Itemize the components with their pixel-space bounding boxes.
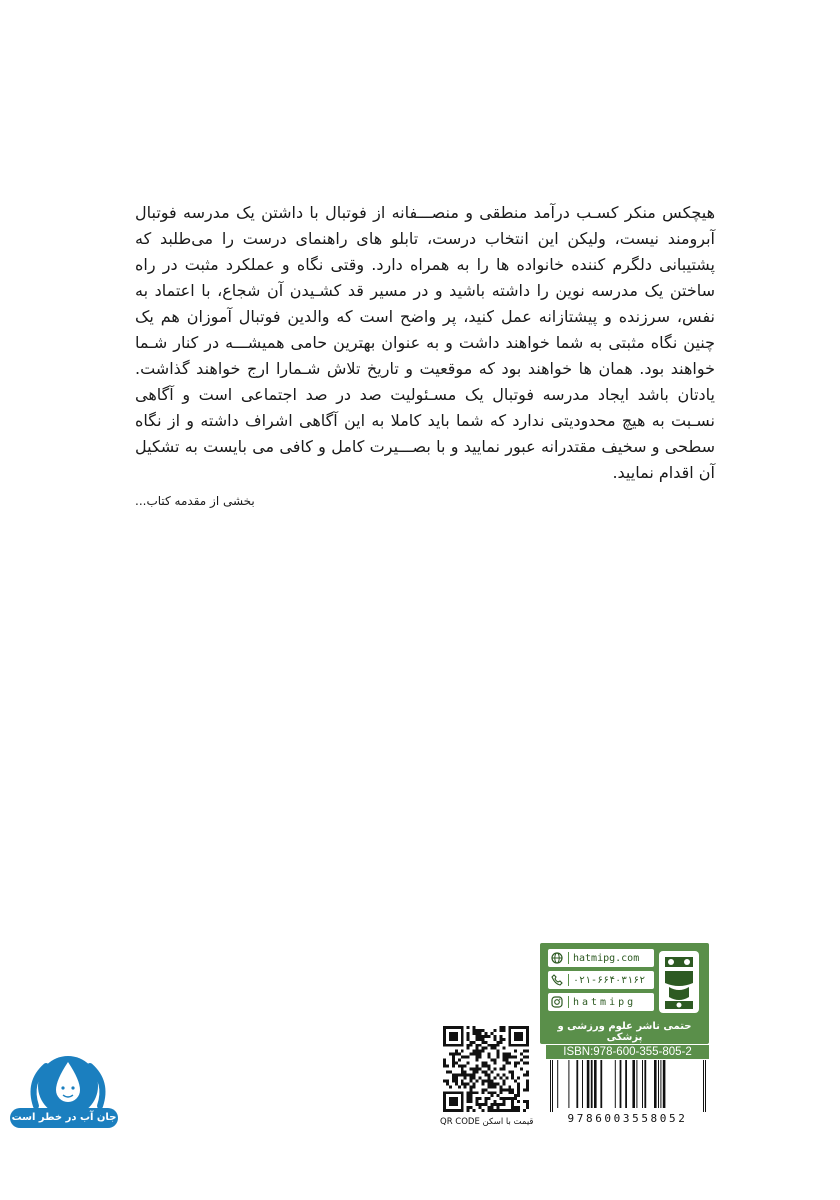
divider xyxy=(568,974,569,986)
barcode-bar xyxy=(550,1060,551,1112)
barcode-bar xyxy=(658,1060,659,1108)
barcode-bars xyxy=(546,1059,709,1112)
publisher-box xyxy=(540,943,709,1044)
barcode-bar xyxy=(654,1060,657,1108)
phone-text: ۰۲۱-۶۶۴۰۳۱۶۲ xyxy=(573,974,646,986)
barcode-bar xyxy=(703,1060,704,1112)
barcode-bar xyxy=(705,1060,706,1112)
publisher-contacts xyxy=(548,949,654,1015)
barcode-bar xyxy=(620,1060,622,1108)
barcode-bar xyxy=(642,1060,643,1108)
barcode-bar xyxy=(632,1060,635,1108)
barcode-bar xyxy=(615,1060,616,1108)
barcode-bar xyxy=(663,1060,666,1108)
barcode-bar xyxy=(636,1060,637,1108)
divider xyxy=(568,996,569,1008)
barcode-bar xyxy=(660,1060,661,1108)
barcode-bar xyxy=(576,1060,578,1108)
barcode-bar xyxy=(587,1060,590,1108)
barcode-bar xyxy=(591,1060,593,1108)
excerpt-source: بخشی از مقدمه کتاب... xyxy=(135,494,255,508)
divider xyxy=(568,952,569,964)
publisher-logo xyxy=(655,949,703,1015)
barcode-bar xyxy=(625,1060,627,1108)
publisher-tagline: حتمی ناشر علوم ورزشی و پزشکی xyxy=(557,1021,692,1043)
phone-row[interactable] xyxy=(548,971,654,989)
barcode-bar xyxy=(568,1060,569,1108)
qr-code-icon xyxy=(440,1023,532,1115)
water-badge-label: جان آب در خطر است xyxy=(10,1108,118,1128)
instagram-icon xyxy=(550,995,564,1009)
barcode-bar xyxy=(582,1060,583,1108)
qr-caption: قیمت با اسکن QR CODE xyxy=(440,1117,534,1127)
barcode-bar xyxy=(600,1060,602,1108)
instagram-row[interactable] xyxy=(548,993,654,1011)
isbn-label: ISBN:978-600-355-805-2 xyxy=(546,1045,709,1059)
globe-icon xyxy=(550,951,564,965)
barcode-bar xyxy=(557,1060,558,1108)
intro-excerpt xyxy=(135,200,715,486)
barcode-bar xyxy=(552,1060,553,1112)
barcode-bar xyxy=(594,1060,597,1108)
instagram-text: hatmipg xyxy=(573,996,637,1008)
intro-paragraph: هیچکس منکر کسـب درآمد منطقی و منصـــفانه از فوتبال با داشتن یک مدرسه فوتبال آبرومند نیست، ولیکن این انتخاب درست، تابلو های راهنمای درست را می‌طلبد که پشتیبانی دلگرم کننده خانواده ها را به همراه دارد. وقتی نگاه و عملکرد مثبت در راه ساختن یک مدرسه نوین را داشته باشید و در مسیر قد کشـیدن آن شجاع، با اعتماد به نفس، سرزنده و پیشتازانه عمل کنید، پر واضح است که والدین فوتبال آموزان هم یک چنین نگاه مثبتی به شما خواهند داشت و به عنوان بهترین حامی همیشـــه در کنار شـما خواهند بود. همان ها خواهند بود که موقعیت و تاریخ تلاش شـمارا ارج خواهند گذاشت. یادتان باشد ایجاد مدرسه فوتبال یک مسـئولیت صد در صد اجتماعی است و آگاهی نسـبت به هیچ محدودیتی ندارد که شما باید کاملا به این آگاهی اشراف داشته و از نگاه سطحی و سخیف مقتدرانه عبور نمایید و با بصـــیرت کامل و کافی می بایست به تشکیل آن اقدام نمایید. xyxy=(135,203,715,482)
barcode-number: 9786003558052 xyxy=(546,1112,709,1125)
isbn-barcode xyxy=(546,1059,709,1125)
barcode-bar xyxy=(644,1060,646,1108)
phone-icon xyxy=(550,973,564,987)
website-row[interactable] xyxy=(548,949,654,967)
qr-code[interactable] xyxy=(440,1023,532,1115)
website-text: hatmipg.com xyxy=(573,952,640,964)
